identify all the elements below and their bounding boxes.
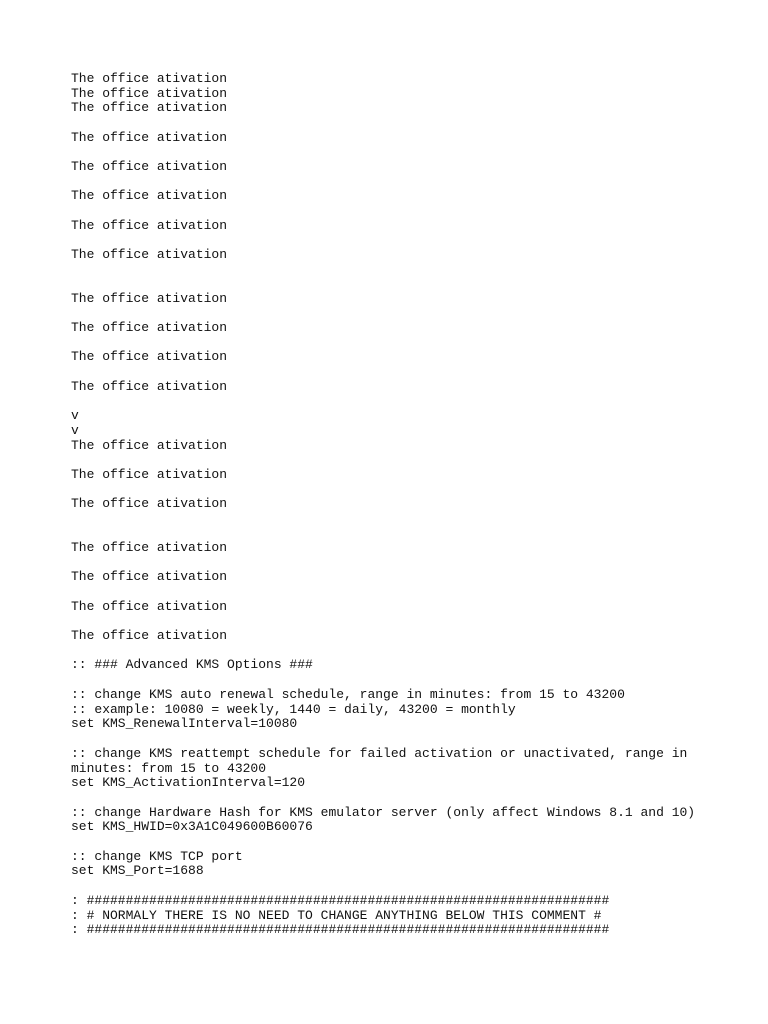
text-line: The office ativation	[71, 569, 228, 584]
text-line: The office ativation	[71, 100, 228, 115]
code-comment: :: change KMS TCP port	[71, 849, 243, 864]
section-heading: :: ### Advanced KMS Options ###	[71, 657, 313, 672]
text-line: The office ativation	[71, 349, 228, 364]
text-line: The office ativation	[71, 320, 228, 335]
text-line: The office ativation	[71, 247, 228, 262]
banner-line: : # NORMALY THERE IS NO NEED TO CHANGE ANYTHING BELOW THIS COMMENT #	[71, 908, 602, 923]
text-line: v	[71, 423, 79, 438]
text-line: The office ativation	[71, 218, 228, 233]
text-line: The office ativation	[71, 628, 228, 643]
code-comment: :: change KMS reattempt schedule for failed activation or unactivated, range in	[71, 746, 688, 761]
text-line: The office ativation	[71, 291, 228, 306]
code-setting: set KMS_RenewalInterval=10080	[71, 716, 298, 731]
code-comment: minutes: from 15 to 43200	[71, 761, 267, 776]
code-setting: set KMS_Port=1688	[71, 863, 204, 878]
text-line: The office ativation	[71, 467, 228, 482]
text-line: The office ativation	[71, 496, 228, 511]
code-comment: :: change KMS auto renewal schedule, range in minutes: from 15 to 43200	[71, 687, 625, 702]
text-line: v	[71, 408, 79, 423]
code-setting: set KMS_ActivationInterval=120	[71, 775, 306, 790]
code-comment: :: example: 10080 = weekly, 1440 = daily, 43200 = monthly	[71, 702, 516, 717]
text-line: The office ativation	[71, 379, 228, 394]
text-line: The office ativation	[71, 71, 228, 86]
banner-line: : ###################################################################	[71, 922, 610, 937]
text-line: The office ativation	[71, 540, 228, 555]
text-line: The office ativation	[71, 86, 228, 101]
text-line: The office ativation	[71, 599, 228, 614]
text-line: The office ativation	[71, 130, 228, 145]
banner-line: : ###################################################################	[71, 893, 610, 908]
code-setting: set KMS_HWID=0x3A1C049600B60076	[71, 819, 313, 834]
code-comment: :: change Hardware Hash for KMS emulator server (only affect Windows 8.1 and 10)	[71, 805, 696, 820]
text-line: The office ativation	[71, 188, 228, 203]
text-line: The office ativation	[71, 438, 228, 453]
text-line: The office ativation	[71, 159, 228, 174]
